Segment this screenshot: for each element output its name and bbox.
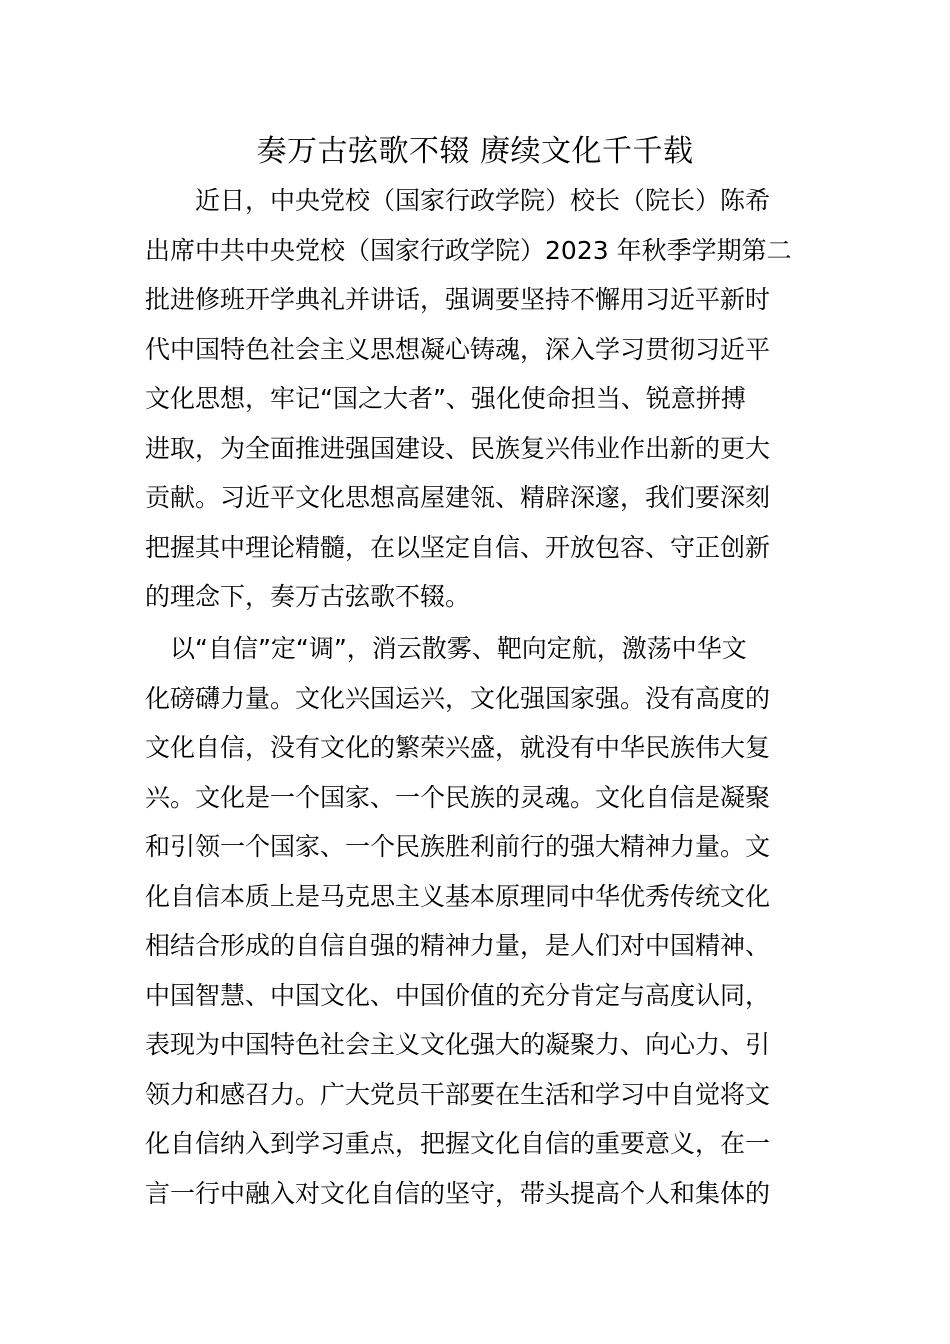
paragraph-line: 言一行中融入对文化自信的坚守，带头提高个人和集体的: [145, 1178, 771, 1208]
paragraph-line: 出席中共中央党校（国家行政学院）2023 年秋季学期第二: [145, 235, 792, 265]
paragraph-line: 文化自信，没有文化的繁荣兴盛，就没有中华民族伟大复: [145, 733, 771, 762]
paragraph-2: [145, 624, 809, 1218]
paragraph-line: 把握其中理论精髓，在以坚定自信、开放包容、守正创新: [145, 532, 771, 562]
paragraph-line: 近日，中央党校（国家行政学院）校长（院长）陈希: [145, 186, 771, 215]
paragraph-line: 相结合形成的自信自强的精神力量，是人们对中国精神、: [145, 931, 771, 960]
paragraph-line: 化自信本质上是马克思主义基本原理同中华优秀传统文化: [145, 881, 771, 911]
paragraph-line: 兴。文化是一个国家、一个民族的灵魂。文化自信是凝聚: [145, 782, 771, 812]
paragraph-line: 化磅礴力量。文化兴国运兴，文化强国家强。没有高度的: [145, 683, 771, 713]
paragraph-line: 贡献。习近平文化思想高屋建瓴、精辟深邃，我们要深刻: [145, 483, 771, 512]
document-title: 奏万古弦歌不辍 赓续文化千千载: [256, 134, 694, 169]
paragraph-line: 进取，为全面推进强国建设、民族复兴伟业作出新的更大: [145, 433, 771, 463]
paragraph-1: [145, 176, 809, 622]
paragraph-line: 以“自信”定“调”，消云散雾、靶向定航，激荡中华文: [145, 634, 747, 663]
paragraph-line: 代中国特色社会主义思想凝心铸魂，深入学习贯彻习近平: [145, 334, 771, 364]
paragraph-line: 和引领一个国家、一个民族胜利前行的强大精神力量。文: [145, 832, 771, 861]
paragraph-line: 文化思想，牢记“国之大者”、强化使命担当、锐意拼搏: [145, 384, 746, 413]
paragraph-line: 化自信纳入到学习重点，把握文化自信的重要意义，在一: [145, 1129, 771, 1158]
paragraph-line: 批进修班开学典礼并讲话，强调要坚持不懈用习近平新时: [145, 285, 771, 314]
paragraph-line: 的理念下，奏万古弦歌不辍。: [145, 582, 471, 611]
paragraph-line: 表现为中国特色社会主义文化强大的凝聚力、向心力、引: [145, 1030, 771, 1059]
paragraph-line: 领力和感召力。广大党员干部要在生活和学习中自觉将文: [145, 1079, 771, 1109]
paragraph-line: 中国智慧、中国文化、中国价值的充分肯定与高度认同，: [145, 980, 771, 1010]
